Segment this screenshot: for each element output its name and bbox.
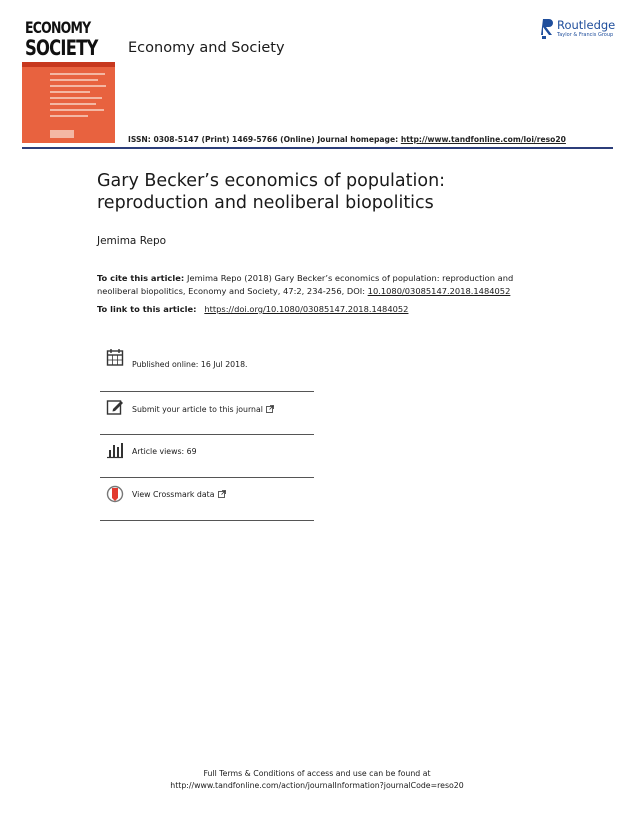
- article-author[interactable]: Jemima Repo: [97, 235, 167, 247]
- crossmark-row[interactable]: [100, 477, 314, 521]
- calendar-icon: [106, 348, 124, 366]
- journal-name[interactable]: Economy and Society: [128, 40, 285, 56]
- external-link-icon: [266, 405, 274, 413]
- citation-text: Jemima Repo (2018) Gary Becker’s economics of population: reproduction and neoliberal biopolitics, Economy and Society, 47:2, 234-256, DOI:: [97, 273, 514, 296]
- publisher-logo[interactable]: [541, 18, 621, 42]
- cover-title-line1: ECONOMY: [25, 18, 91, 37]
- article-views-label: Article views: 69: [132, 447, 197, 456]
- citation-block: [97, 272, 542, 298]
- crossmark-icon: [106, 485, 124, 503]
- published-online-label: Published online: 16 Jul 2018.: [132, 360, 248, 369]
- citation-label: To cite this article:: [97, 273, 188, 283]
- publisher-subtitle: Taylor & Francis Group: [557, 32, 614, 38]
- journal-cover: [22, 18, 115, 143]
- submit-article-link[interactable]: [132, 405, 274, 414]
- crossmark-link[interactable]: [132, 490, 226, 499]
- edit-icon: [106, 398, 124, 416]
- journal-homepage-link[interactable]: http://www.tandfonline.com/loi/reso20: [400, 135, 566, 144]
- issn-text: ISSN: 0308-5147 (Print) 1469-5766 (Online) Journal homepage:: [128, 135, 401, 144]
- submit-article-row[interactable]: [100, 391, 314, 435]
- cover-contents: [50, 73, 110, 133]
- link-label: To link to this article:: [97, 304, 200, 314]
- crossmark-label: View Crossmark data: [132, 490, 215, 499]
- submit-article-label: Submit your article to this journal: [132, 405, 263, 414]
- published-online-row: [100, 348, 314, 392]
- cover-title-line2: SOCIETY: [25, 36, 98, 60]
- footer: [0, 768, 634, 792]
- article-title: Gary Becker’s economics of population: reproduction and neoliberal biopolitics: [97, 171, 446, 213]
- header-divider: [22, 147, 613, 149]
- article-doi-link[interactable]: https://doi.org/10.1080/03085147.2018.1484052: [204, 304, 409, 314]
- external-link-icon: [218, 490, 226, 498]
- article-link-line: [97, 304, 408, 314]
- publisher-name: Routledge: [557, 18, 616, 32]
- footer-terms-link[interactable]: http://www.tandfonline.com/action/journalInformation?journalCode=reso20: [170, 781, 464, 790]
- footer-terms-text: Full Terms & Conditions of access and use can be found at: [203, 769, 431, 778]
- bar-chart-icon: [106, 441, 124, 459]
- citation-doi-link[interactable]: 10.1080/03085147.2018.1484052: [367, 286, 511, 296]
- issn-line: [128, 135, 566, 144]
- cover-publisher-logo: [50, 130, 74, 138]
- routledge-r-icon: [541, 18, 555, 40]
- article-views-row: [100, 434, 314, 478]
